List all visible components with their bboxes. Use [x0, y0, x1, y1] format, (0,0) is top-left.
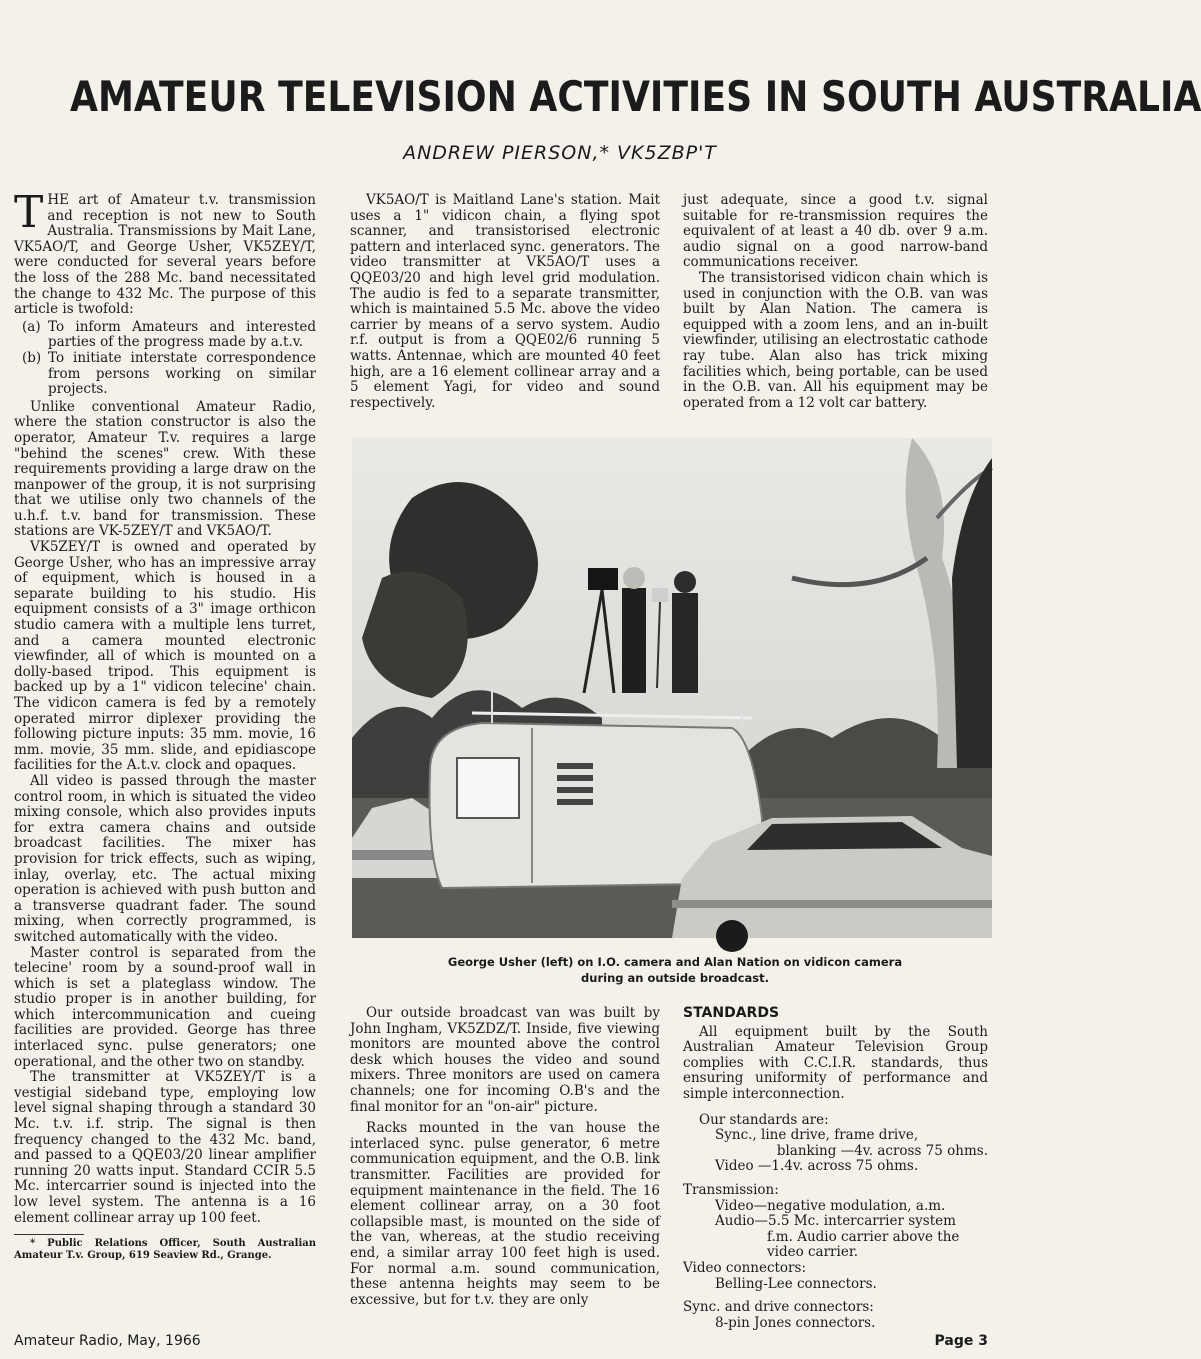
- standards-line: Our standards are:: [699, 1111, 829, 1128]
- standards-line: Video connectors:: [683, 1259, 806, 1276]
- paragraph: The transmitter at VK5ZEY/T is a vestigial sideband type, employing low level signal shaping through a standard 30 Mc. t.v. i.f. strip. The signal is then frequency changed to the 432 Mc. band, and passed to a QQE03/20 linear amplifier running 20 watts input. Standard CCIR 5.5 Mc. intercarrier sound is injected into the low level system. The antenna is a 16 element collinear array up 100 feet.: [14, 1069, 316, 1226]
- standards-line: 8-pin Jones connectors.: [715, 1314, 876, 1331]
- paragraph: Unlike conventional Amateur Radio, where the station constructor is also the operator, Amateur T.v. requires a large "behind the scenes" crew. With these requirements providing a large draw on the manpower of the group, it is not surprising that we utilise only two channels of the u.h.f. t.v. band for transmission. These stations are VK-5ZEY/T and VK5AO/T.: [14, 398, 316, 540]
- photo-caption: George Usher (left) on I.O. camera and Alan Nation on vidicon camera during an outside broadcast.: [447, 955, 903, 985]
- paragraph: Racks mounted in the van house the interlaced sync. pulse generator, 6 metre communication equipment, and the O.B. link transmitter. Facilities are provided for equipment maintenance in the field. The 16 element collinear array, on a 30 foot collapsible mast, is mounted on the side of the van, whereas, at the studio receiving end, a similar array 100 feet high is used. For normal a.m. sound communication, these antenna heights may seem to be excessive, but for t.v. they are only: [350, 1120, 660, 1308]
- drop-cap: T: [14, 187, 44, 238]
- column-3-top: [683, 193, 988, 438]
- outside-broadcast-photo: [352, 438, 992, 938]
- column-2-bottom: [350, 1006, 660, 1316]
- standards-line: Sync., line drive, frame drive,: [715, 1127, 919, 1144]
- footnote: * Public Relations Officer, South Australian Amateur T.v. Group, 619 Seaview Rd., Grange.: [14, 1238, 316, 1261]
- standards-line: Video —1.4v. across 75 ohms.: [715, 1158, 919, 1175]
- article-title: AMATEUR TELEVISION ACTIVITIES IN SOUTH AUSTRALIA: [70, 72, 1201, 121]
- footer-page-number: Page 3: [934, 1333, 988, 1349]
- paragraph: The transistorised vidicon chain which is used in conjunction with the O.B. van was built by Alan Nation. The camera is equipped with a zoom lens, and an in-built viewfinder, utilising an electrostatic cathode ray tube. Alan also has trick mixing facilities which, being portable, can be used in the O.B. van. All his equipment may be operated from a 12 volt car battery.: [683, 269, 988, 411]
- list-item: (a) To inform Amateurs and interested parties of the progress made by a.t.v.: [22, 318, 316, 351]
- paragraph: All video is passed through the master control room, in which is situated the video mixing console, which also provides inputs for extra camera chains and outside broadcast facilities. The mixer has provision for trick effects, such as wiping, inlay, overlay, etc. The actual mixing operation is achieved with push button and a transverse quadrant fader. The sound mixing, when correctly programmed, is switched automatically with the video.: [14, 772, 316, 945]
- column-1: [14, 187, 316, 1283]
- standards-line: Audio—5.5 Mc. intercarrier system: [715, 1213, 956, 1230]
- photo-illustration: [352, 438, 992, 938]
- paragraph: just adequate, since a good t.v. signal suitable for re-transmission requires the equivalent of at least a 40 db. over 9 a.m. audio signal on a good narrow-band communications receiver.: [683, 192, 988, 271]
- standards-line: Belling-Lee connectors.: [715, 1275, 877, 1292]
- paragraph: VK5ZEY/T is owned and operated by George Usher, who has an impressive array of equipment, which is housed in a separate building to his studio. His equipment consists of a 3" image orthicon studio camera with a multiple lens turret, and a camera mounted electronic viewfinder, all of which is mounted on a dolly-based tripod. This equipment is backed up by a 1" vidicon telecine' chain. The vidicon camera is fed by a remotely operated mirror diplexer providing the following picture inputs: 35 mm. movie, 16 mm. movie, 35 mm. slide, and epidiascope facilities for the A.t.v. clock and opaques.: [14, 539, 316, 774]
- standards-line: video carrier.: [767, 1244, 859, 1261]
- paragraph: VK5AO/T is Maitland Lane's station. Mait uses a 1" vidicon chain, a flying spot scanner, and transistorised electronic pattern and interlaced sync. generators. The video transmitter at VK5AO/T uses a QQE03/20 and high level grid modulation. The audio is fed to a separate transmitter, which is maintained 5.5 Mc. above the video carrier by means of a servo system. Audio r.f. output is from a QQE02/6 running 5 watts. Antennae, which are mounted 40 feet high, are a 16 element collinear array and a 5 element Yagi, for video and sound respectively.: [350, 192, 660, 411]
- standards-section: [683, 1004, 988, 1331]
- standards-line: Transmission:: [683, 1181, 779, 1198]
- intro-paragraph: THE art of Amateur t.v. transmission and reception is not new to South Australia. Transmissions by Mait Lane, VK5AO/T, and George Usher, VK5ZEY/T, were conducted for several years before the loss of the 288 Mc. band necessitated the change to 432 Mc. The purpose of this article is twofold:: [14, 187, 316, 318]
- byline: ANDREW PIERSON,* VK5ZBP'T: [403, 142, 717, 164]
- paragraph: Master control is separated from the telecine' room by a sound-proof wall in which is set a plateglass window. The studio proper is in another building, for which intercommunication and cueing facilities are provided. George has three interlaced sync. pulse generators; one operational, and the other two on standby.: [14, 944, 316, 1070]
- standards-line: Sync. and drive connectors:: [683, 1299, 874, 1316]
- paragraph: Our outside broadcast van was built by John Ingham, VK5ZDZ/T. Inside, five viewing monitors are mounted above the control desk which houses the video and sound mixers. Three monitors are used on camera channels; one for incoming O.B's and the final monitor for an "on-air" picture.: [350, 1005, 660, 1115]
- standards-line: f.m. Audio carrier above the: [767, 1228, 960, 1245]
- paragraph: All equipment built by the South Australian Amateur Television Group complies with C.C.I.R. standards, thus ensuring uniformity of performance and simple interconnection.: [683, 1023, 988, 1102]
- standards-line: Video—negative modulation, a.m.: [715, 1197, 946, 1214]
- standards-heading: STANDARDS: [683, 1005, 780, 1021]
- list-item: (b) To initiate interstate correspondence from persons working on similar projects.: [22, 349, 316, 398]
- footer-publication: Amateur Radio, May, 1966: [14, 1333, 201, 1349]
- standards-line: blanking —4v. across 75 ohms.: [776, 1142, 988, 1159]
- footnote-rule: [14, 1234, 84, 1235]
- column-2-top: [350, 193, 660, 438]
- purpose-list: [14, 320, 316, 398]
